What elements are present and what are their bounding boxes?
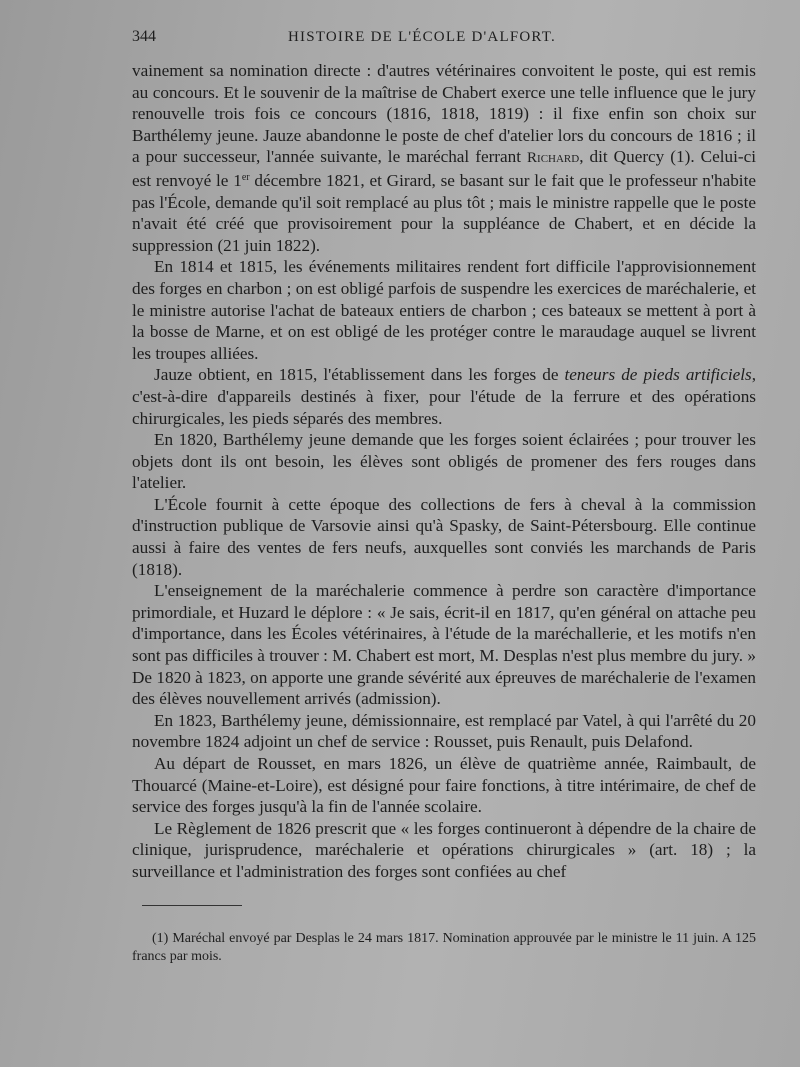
- paragraph-9: Le Règlement de 1826 prescrit que « les forges continueront à dépendre de la chaire de clinique, jurisprudence, maréchalerie et opérations chirurgicales » (art. 18) ; la surveillance et l'administration des forges sont confiées au chef: [132, 818, 756, 881]
- body-text: [132, 60, 756, 883]
- paragraph-text: vainement sa nomination directe : d'autres vétérinaires convoitent le poste, qui est remis au concours. Et le souvenir de la maîtrise de Chabert exerce une telle influence que le jury renouvelle trois fois ce concours (1816, 1818, 1819) : il fixe enfin son choix sur Barthélemy jeune. Jauze abandonne le poste de chef d'atelier lors du concours de 1816 ; il a pour successeur, l'année suivante, le maréchal ferrant: [132, 61, 756, 167]
- page-header: [132, 28, 756, 56]
- paragraph-1: [132, 60, 756, 256]
- paragraph-text: décembre 1821, et Girard, se basant sur le fait que le professeur n'habite pas l'École, demande qu'il soit remplacé au plus tôt ; mais le ministre rappelle que le poste n'avait été créé que provisoirement pour la suppléance de Chabert, et en décide la suppression (21 juin 1822).: [132, 170, 756, 255]
- paragraph-8: Au départ de Rousset, en mars 1826, un élève de quatrième année, Raimbault, de Thouarcé (Maine-et-Loire), est désigné pour faire fonctions, à titre intérimaire, de chef de service des forges jusqu'à la fin de l'année scolaire.: [132, 754, 756, 817]
- footnote: (1) Maréchal envoyé par Desplas le 24 mars 1817. Nomination approuvée par le ministre le 11 juin. A 125 francs par mois.: [132, 930, 756, 964]
- paragraph-6: L'enseignement de la maréchalerie commence à perdre son caractère d'importance primordiale, et Huzard le déplore : « Je sais, écrit-il en 1817, qu'en général on attache peu d'importance, dans les Écoles vétérinaires, à l'étude de la maréchallerie, et les motifs n'en sont pas difficiles à trouver : M. Chabert est mort, M. Desplas n'est plus membre du jury. » De 1820 à 1823, on apporte une grande sévérité aux épreuves de maréchalerie de l'examen des élèves nouvellement arrivés (admission).: [132, 581, 756, 709]
- small-caps-name: Richard: [527, 150, 580, 167]
- paragraph-text: , c'est-à-dire d'appareils destinés à fixer, pour l'étude de la ferrure et des opérations chirurgicales, les pieds séparés des membres.: [132, 365, 756, 428]
- paragraph-5: L'École fournit à cette époque des collections de fers à cheval à la commission d'instruction publique de Varsovie ainsi qu'à Spasky, de Saint-Pétersbourg. Elle continue aussi à faire des ventes de fers neufs, auxquelles sont conviés les marchands de Paris (1818).: [132, 494, 756, 579]
- paragraph-text: , dit Quercy (1). Celui-ci est renvoyé le 1: [132, 147, 756, 190]
- page-number: 344: [132, 28, 156, 45]
- footnote-divider: [142, 905, 242, 906]
- paragraph-2: En 1814 et 1815, les événements militaires rendent fort difficile l'approvisionnement des forges en charbon ; on est obligé parfois de suspendre les exercices de maréchalerie, et le ministre autorise l'achat de bateaux entiers de charbon ; ces bateaux se mettent à port à la bosse de Marne, et on est obligé de les protéger contre le maraudage auquel se livrent les troupes alliées.: [132, 257, 756, 363]
- superscript: er: [241, 171, 250, 183]
- running-title: HISTOIRE DE L'ÉCOLE D'ALFORT.: [288, 29, 556, 45]
- paragraph-7: En 1823, Barthélemy jeune, démissionnaire, est remplacé par Vatel, à qui l'arrêté du 20 novembre 1824 adjoint un chef de service : Rousset, puis Renault, puis Delafond.: [132, 710, 756, 752]
- paragraph-3: [132, 364, 756, 429]
- paragraph-4: En 1820, Barthélemy jeune demande que les forges soient éclairées ; pour trouver les objets dont ils ont besoin, les élèves sont obligés de promener des fers rouges dans l'atelier.: [132, 430, 756, 493]
- paragraph-text: Jauze obtient, en 1815, l'établissement dans les forges de: [154, 365, 565, 385]
- italic-term: teneurs de pieds artificiels: [564, 365, 752, 385]
